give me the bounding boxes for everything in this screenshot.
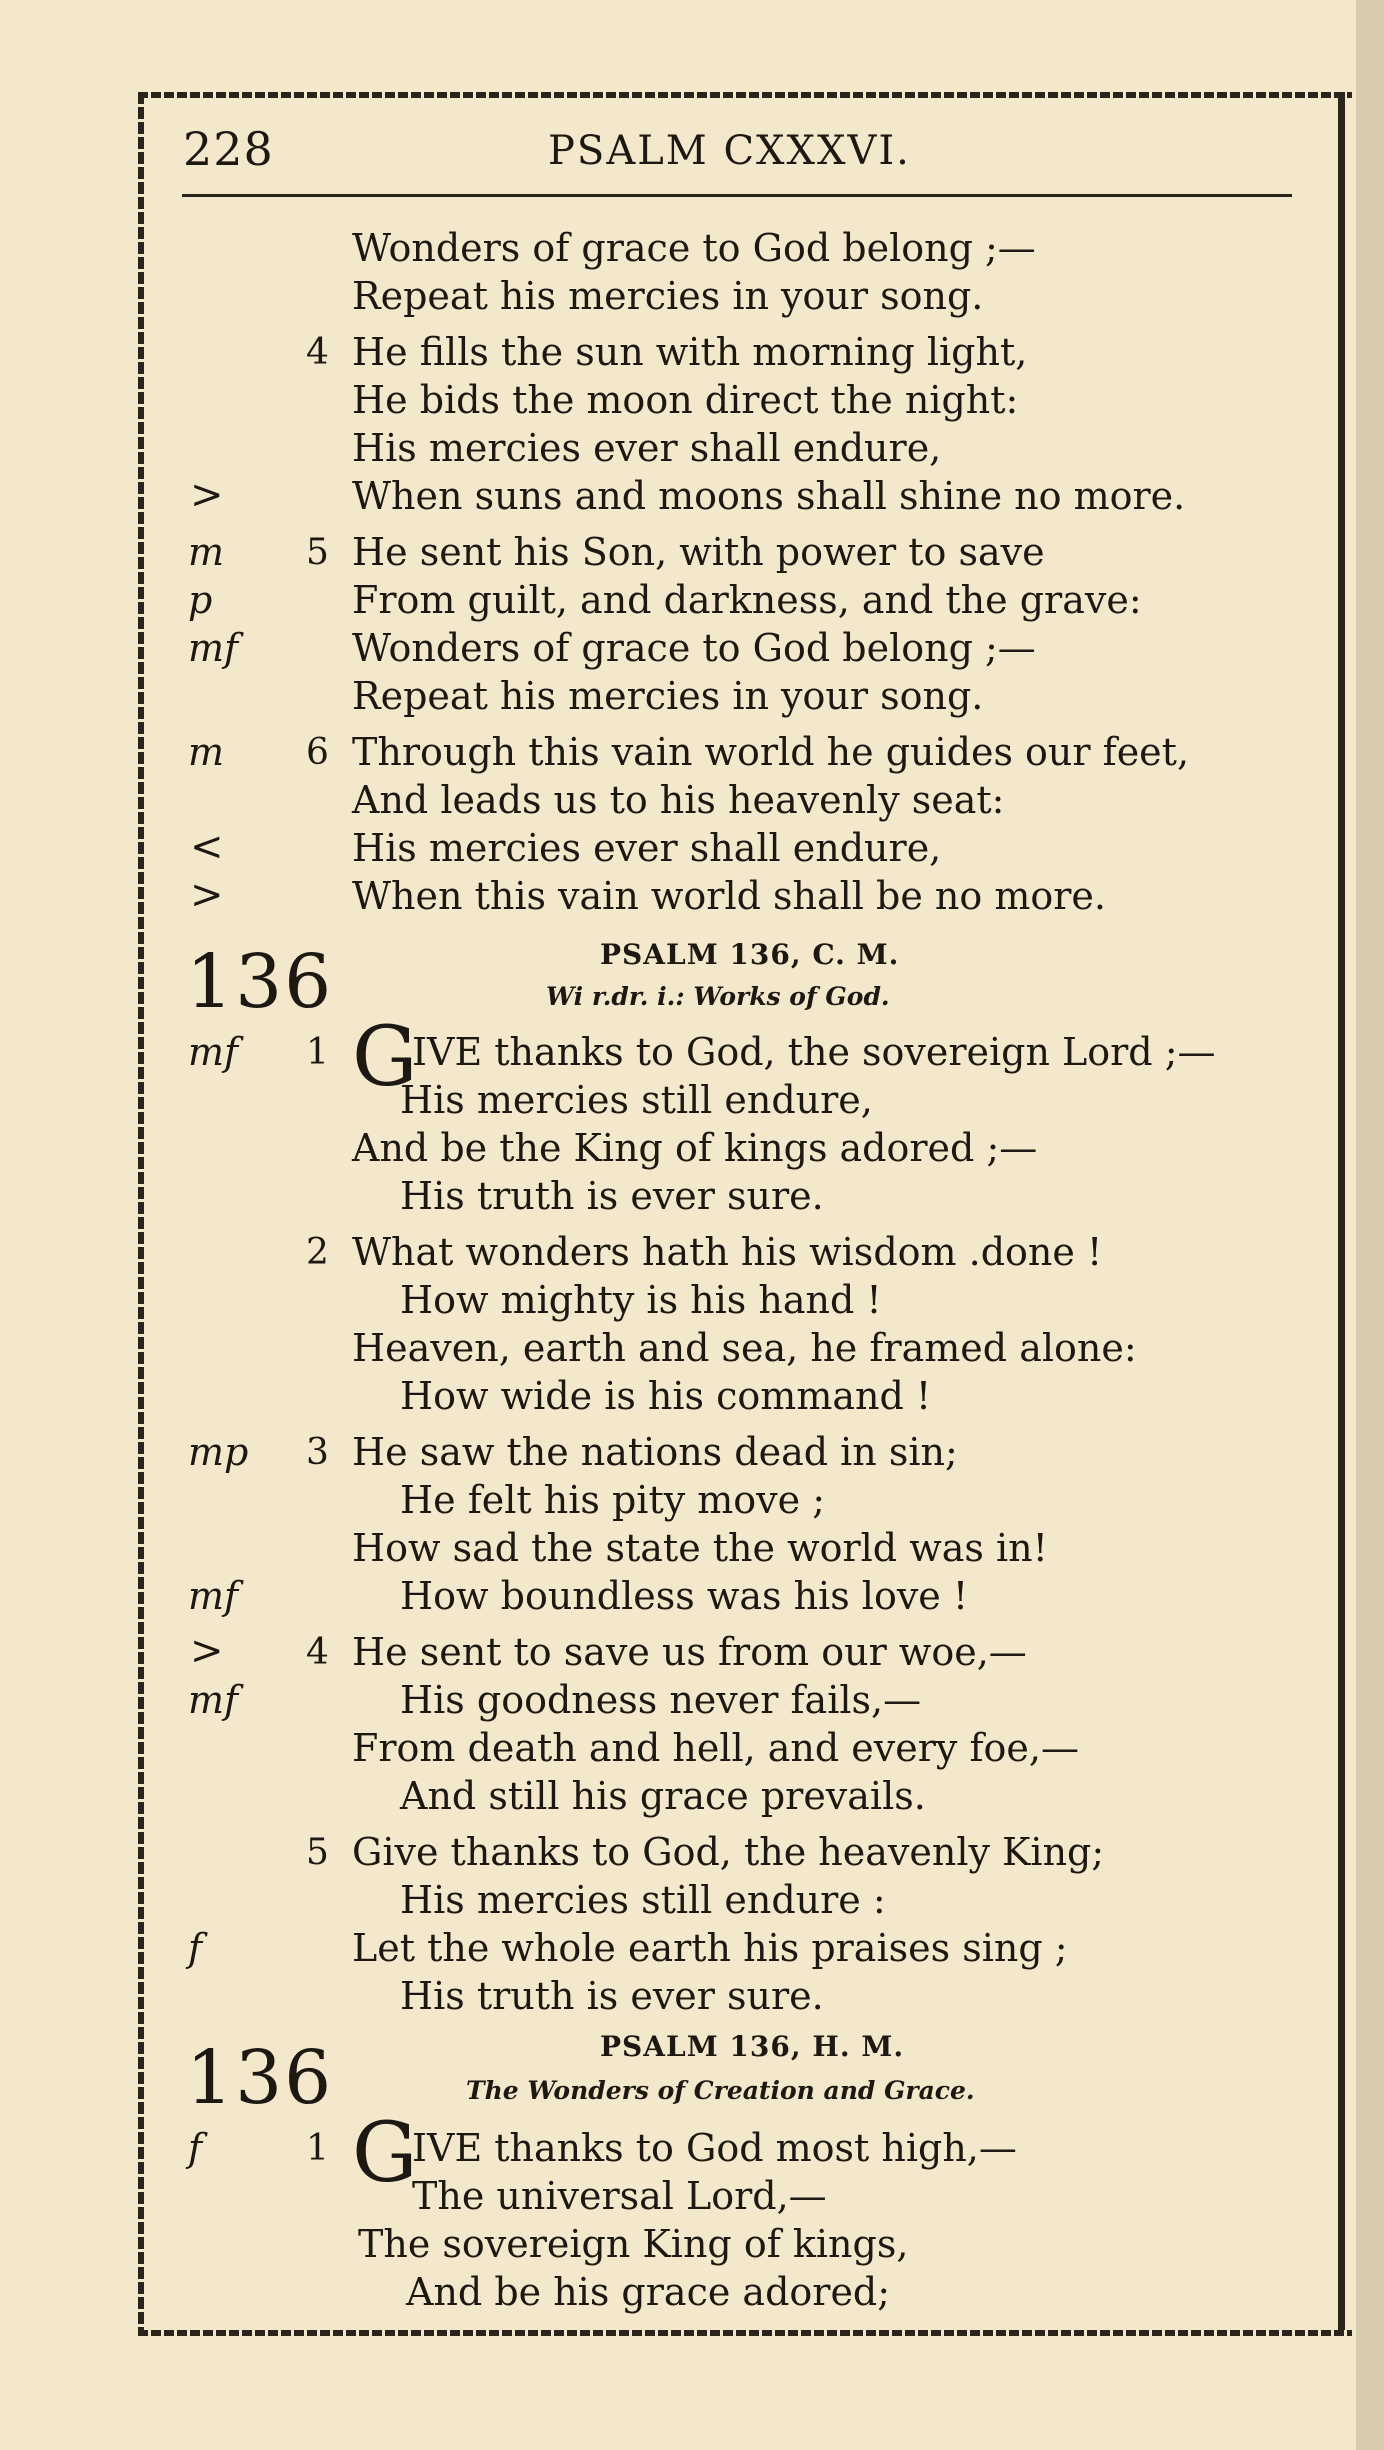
- verse-line: IVE thanks to God most high,—: [412, 2126, 1017, 2170]
- page-number: 228: [183, 122, 274, 176]
- ornamental-border-bottom: [138, 2330, 1352, 2336]
- verse-line: Repeat his mercies in your song.: [352, 674, 984, 718]
- verse-line: Heaven, earth and sea, he framed alone:: [352, 1326, 1137, 1370]
- dynamic-mark: m: [188, 530, 225, 574]
- verse-number: 4: [306, 332, 329, 373]
- verse-line: His goodness never fails,—: [400, 1678, 922, 1722]
- dynamic-mark: mf: [188, 1574, 239, 1618]
- verse-line: His mercies ever shall endure,: [352, 426, 942, 470]
- verse-line: And be the King of kings adored ;—: [352, 1126, 1038, 1170]
- verse-number: 5: [306, 1832, 329, 1873]
- verse-line: What wonders hath his wisdom .done !: [352, 1230, 1103, 1274]
- verse-line: IVE thanks to God, the sovereign Lord ;—: [412, 1030, 1216, 1074]
- hymn-number: 136: [186, 939, 334, 1025]
- decrescendo-mark: >: [190, 872, 224, 918]
- verse-number: 1: [306, 1032, 329, 1073]
- verse-line: How sad the state the world was in!: [352, 1526, 1048, 1570]
- verse-number: 2: [306, 1232, 329, 1273]
- verse-line: He saw the nations dead in sin;: [352, 1430, 958, 1474]
- page-edge: [1356, 0, 1384, 2450]
- verse-line: Give thanks to God, the heavenly King;: [352, 1830, 1105, 1874]
- psalm-subtitle: Wi r.dr. i.: Works of God.: [546, 982, 890, 1011]
- crescendo-mark: <: [190, 824, 224, 870]
- verse-line: His mercies ever shall endure,: [352, 826, 942, 870]
- border-right: [1338, 92, 1345, 2336]
- verse-line: And be his grace adored;: [406, 2270, 891, 2314]
- dynamic-mark: >: [190, 472, 224, 518]
- verse-line: His truth is ever sure.: [400, 1974, 824, 2018]
- verse-line: The sovereign King of kings,: [358, 2222, 909, 2266]
- drop-cap: G: [352, 2106, 418, 2201]
- decrescendo-mark: >: [190, 1628, 224, 1674]
- verse-line: Wonders of grace to God belong ;—: [352, 626, 1036, 670]
- dynamic-mark: f: [188, 2126, 203, 2170]
- verse-number: 1: [306, 2128, 329, 2169]
- verse-number: 3: [306, 1432, 329, 1473]
- psalm-subtitle: The Wonders of Creation and Grace.: [466, 2076, 975, 2105]
- verse-line: How mighty is his hand !: [400, 1278, 882, 1322]
- verse-number: 4: [306, 1632, 329, 1673]
- dynamic-mark: m: [188, 730, 225, 774]
- hymn-number: 136: [186, 2035, 334, 2121]
- verse-line: He bids the moon direct the night:: [352, 378, 1019, 422]
- verse-line: And leads us to his heavenly seat:: [352, 778, 1005, 822]
- verse-line: He sent his Son, with power to save: [352, 530, 1045, 574]
- verse-line: From guilt, and darkness, and the grave:: [352, 578, 1142, 622]
- verse-line: He fills the sun with morning light,: [352, 330, 1028, 374]
- ornamental-border-left: [138, 92, 144, 2336]
- dynamic-mark: mf: [188, 1030, 239, 1074]
- verse-line: He felt his pity move ;: [400, 1478, 826, 1522]
- ornamental-border-top: [138, 92, 1352, 98]
- verse-line: When suns and moons shall shine no more.: [352, 474, 1186, 518]
- verse-line: His mercies still endure,: [400, 1078, 873, 1122]
- verse-line: Repeat his mercies in your song.: [352, 274, 984, 318]
- dynamic-mark: mf: [188, 626, 239, 670]
- verse-line: When this vain world shall be no more.: [352, 874, 1106, 918]
- verse-line: How boundless was his love !: [400, 1574, 969, 1618]
- verse-line: Let the whole earth his praises sing ;: [352, 1926, 1068, 1970]
- verse-line: And still his grace prevails.: [400, 1774, 926, 1818]
- verse-line: Through this vain world he guides our feet,: [352, 730, 1190, 774]
- psalm-heading: PSALM 136, C. M.: [600, 938, 900, 971]
- verse-line: His truth is ever sure.: [400, 1174, 824, 1218]
- dynamic-mark: mf: [188, 1678, 239, 1722]
- verse-number: 6: [306, 732, 329, 773]
- verse-line: The universal Lord,—: [412, 2174, 827, 2218]
- dynamic-mark: p: [188, 578, 213, 622]
- verse-line: His mercies still endure :: [400, 1878, 886, 1922]
- psalm-heading: PSALM 136, H. M.: [600, 2030, 905, 2063]
- verse-line: Wonders of grace to God belong ;—: [352, 226, 1036, 270]
- dynamic-mark: mp: [188, 1430, 249, 1474]
- dynamic-mark: f: [188, 1926, 203, 1970]
- header-rule: [182, 194, 1292, 197]
- verse-line: From death and hell, and every foe,—: [352, 1726, 1079, 1770]
- verse-line: How wide is his command !: [400, 1374, 932, 1418]
- drop-cap: G: [352, 1010, 418, 1105]
- verse-line: He sent to save us from our woe,—: [352, 1630, 1027, 1674]
- verse-number: 5: [306, 532, 329, 573]
- running-head: PSALM CXXXVI.: [548, 128, 911, 174]
